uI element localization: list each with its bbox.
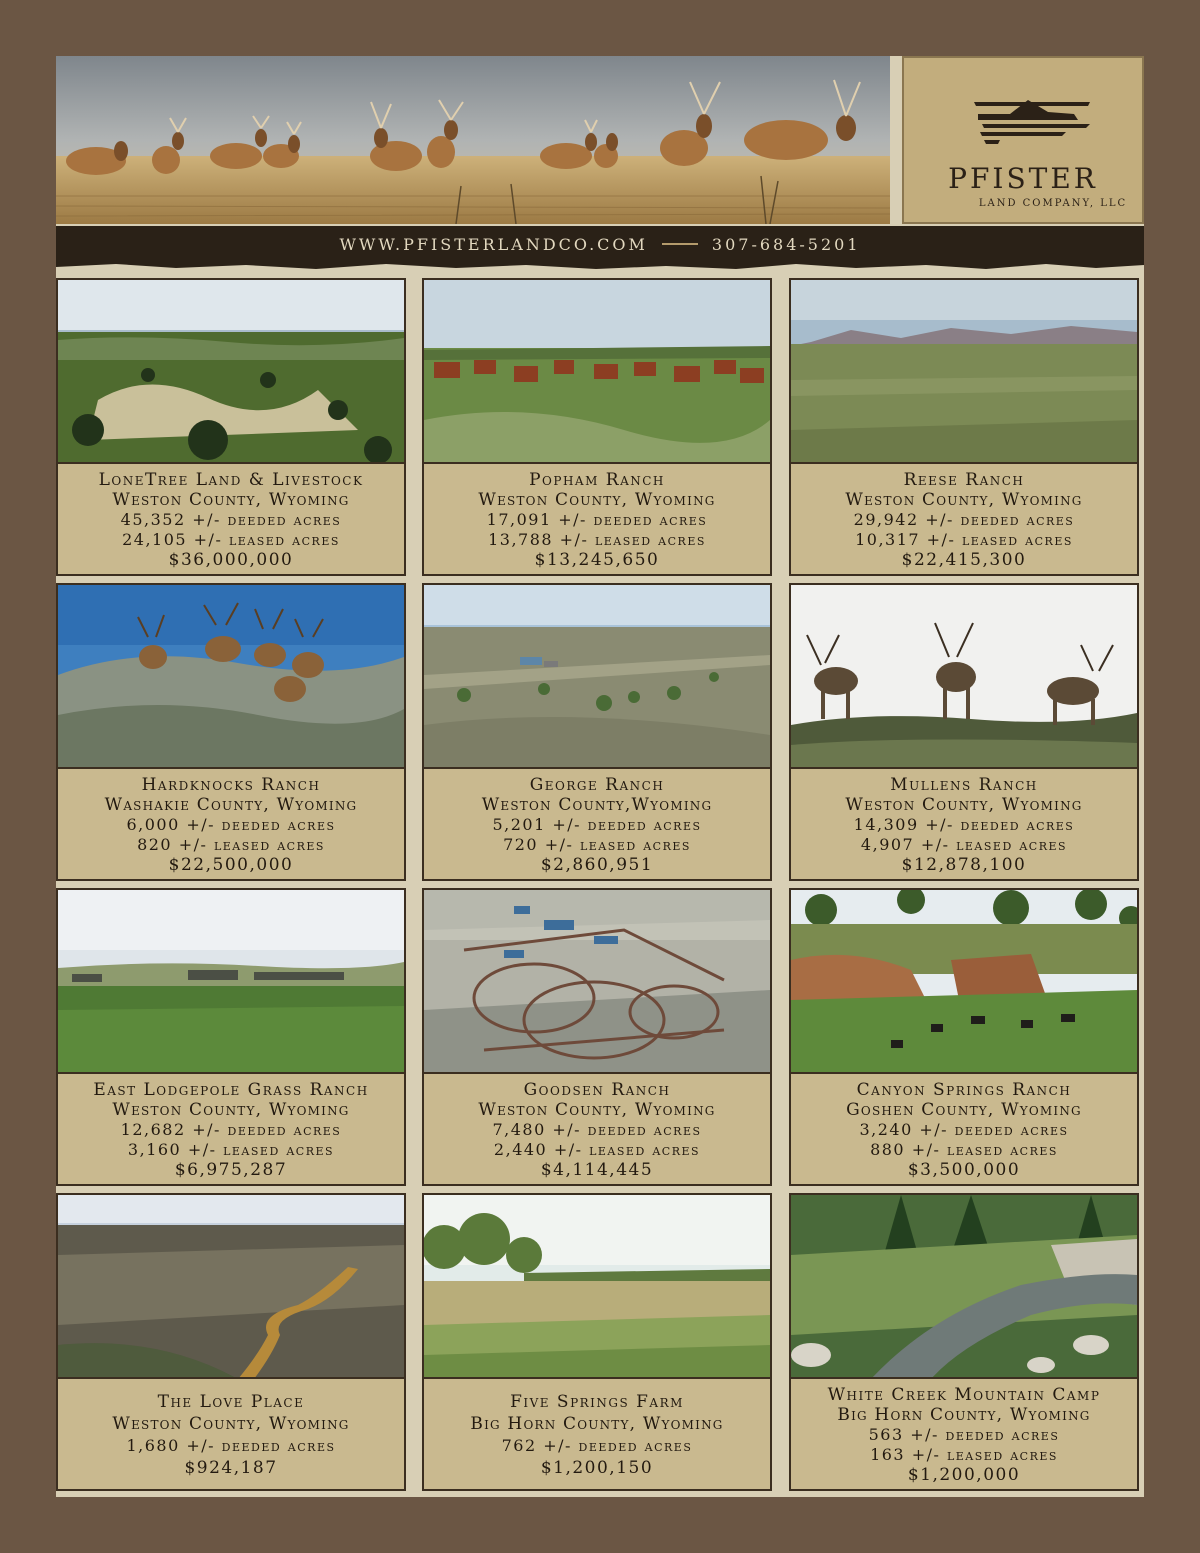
listing-photo[interactable]	[791, 1195, 1137, 1379]
listing-card[interactable]	[422, 1193, 772, 1491]
listing-card[interactable]	[422, 888, 772, 1186]
listing-price: $13,245,650	[534, 550, 660, 570]
listing-price: $1,200,000	[907, 1465, 1021, 1485]
listing-photo[interactable]	[58, 890, 404, 1074]
listing-name: Popham Ranch	[529, 470, 665, 490]
leased-acres: 720 +/- leased acres	[503, 835, 691, 854]
listing-name: George Ranch	[529, 775, 665, 795]
contact-bar	[56, 226, 1144, 262]
listing-card[interactable]	[56, 888, 406, 1186]
listing-county: Weston County, Wyoming	[845, 795, 1083, 815]
leased-acres: 4,907 +/- leased acres	[860, 835, 1068, 854]
listing-details	[424, 1391, 770, 1479]
listing-name: The Love Place	[157, 1392, 305, 1412]
listing-name: Canyon Springs Ranch	[856, 1080, 1072, 1100]
leased-acres: 880 +/- leased acres	[870, 1140, 1058, 1159]
listing-name: East Lodgepole Grass Ranch	[93, 1080, 369, 1100]
logo-subtitle: LAND COMPANY, LLC	[978, 198, 1128, 209]
mountain-logo-icon	[970, 94, 1094, 150]
listing-card[interactable]	[789, 888, 1139, 1186]
deeded-acres: 7,480 +/- deeded acres	[492, 1120, 702, 1139]
listing-card[interactable]	[56, 1193, 406, 1491]
deeded-acres: 17,091 +/- deeded acres	[486, 510, 708, 529]
listing-name: Goodsen Ranch	[523, 1080, 671, 1100]
listing-card[interactable]	[789, 583, 1139, 881]
torn-edge-divider	[56, 261, 1144, 271]
listing-card[interactable]	[789, 1193, 1139, 1491]
listing-price: $2,860,951	[540, 855, 654, 875]
logo-name: PFISTER	[948, 162, 1098, 195]
leased-acres: 3,160 +/- leased acres	[127, 1140, 335, 1159]
leased-acres: 163 +/- leased acres	[870, 1445, 1058, 1464]
listing-photo[interactable]	[424, 890, 770, 1074]
listing-photo[interactable]	[58, 585, 404, 769]
leased-acres: 24,105 +/- leased acres	[122, 530, 340, 549]
listing-card[interactable]	[56, 583, 406, 881]
listing-details	[58, 775, 404, 875]
listing-name: Mullens Ranch	[890, 775, 1038, 795]
listing-card[interactable]	[422, 278, 772, 576]
listing-name: Five Springs Farm	[510, 1392, 684, 1412]
deeded-acres: 6,000 +/- deeded acres	[126, 815, 336, 834]
listing-details	[58, 1080, 404, 1180]
phone-number[interactable]: 307-684-5201	[711, 234, 861, 254]
listing-details	[424, 775, 770, 875]
listing-price: $4,114,445	[540, 1160, 654, 1180]
listing-price: $6,975,287	[174, 1160, 288, 1180]
deeded-acres: 29,942 +/- deeded acres	[853, 510, 1075, 529]
brochure-page	[56, 56, 1144, 1497]
listing-photo[interactable]	[791, 280, 1137, 464]
listing-price: $22,500,000	[168, 855, 294, 875]
listing-name: Hardknocks Ranch	[141, 775, 321, 795]
listing-price: $924,187	[184, 1458, 278, 1478]
listing-county: Weston County, Wyoming	[112, 1414, 350, 1434]
listing-details	[791, 1080, 1137, 1180]
listing-name: LoneTree Land & Livestock	[98, 470, 364, 490]
listing-county: Weston County, Wyoming	[845, 490, 1083, 510]
hero-elk-photo	[56, 56, 890, 224]
listing-photo[interactable]	[58, 280, 404, 464]
listing-details	[424, 1080, 770, 1180]
leased-acres: 820 +/- leased acres	[137, 835, 325, 854]
listing-county: Washakie County, Wyoming	[104, 795, 358, 815]
listing-details	[791, 1385, 1137, 1485]
listing-details	[791, 470, 1137, 570]
leased-acres: 13,788 +/- leased acres	[488, 530, 706, 549]
listing-photo[interactable]	[424, 585, 770, 769]
listing-photo[interactable]	[791, 585, 1137, 769]
deeded-acres: 3,240 +/- deeded acres	[859, 1120, 1069, 1139]
deeded-acres: 45,352 +/- deeded acres	[120, 510, 342, 529]
listing-details	[58, 470, 404, 570]
leased-acres: 2,440 +/- leased acres	[493, 1140, 701, 1159]
listing-county: Big Horn County, Wyoming	[837, 1405, 1091, 1425]
listing-price: $36,000,000	[168, 550, 294, 570]
listing-price: $12,878,100	[901, 855, 1027, 875]
listing-price: $1,200,150	[540, 1458, 654, 1478]
company-logo	[902, 56, 1144, 224]
deeded-acres: 762 +/- deeded acres	[501, 1436, 693, 1455]
listing-county: Weston County, Wyoming	[478, 490, 716, 510]
listing-county: Weston County,Wyoming	[481, 795, 713, 815]
deeded-acres: 12,682 +/- deeded acres	[120, 1120, 342, 1139]
listing-card[interactable]	[789, 278, 1139, 576]
listing-card[interactable]	[56, 278, 406, 576]
listing-county: Goshen County, Wyoming	[846, 1100, 1082, 1120]
listing-county: Weston County, Wyoming	[112, 490, 350, 510]
deeded-acres: 563 +/- deeded acres	[868, 1425, 1060, 1444]
listing-photo[interactable]	[424, 280, 770, 464]
listing-name: White Creek Mountain Camp	[827, 1385, 1101, 1405]
listing-details	[58, 1391, 404, 1479]
listing-details	[424, 470, 770, 570]
website-link[interactable]: WWW.PFISTERLANDCO.COM	[339, 234, 648, 254]
listing-county: Weston County, Wyoming	[112, 1100, 350, 1120]
deeded-acres: 14,309 +/- deeded acres	[853, 815, 1075, 834]
listing-price: $22,415,300	[901, 550, 1027, 570]
divider-ornament-icon	[662, 243, 698, 245]
listing-card[interactable]	[422, 583, 772, 881]
listing-county: Big Horn County, Wyoming	[470, 1414, 724, 1434]
listing-photo[interactable]	[791, 890, 1137, 1074]
listing-details	[791, 775, 1137, 875]
listing-price: $3,500,000	[907, 1160, 1021, 1180]
leased-acres: 10,317 +/- leased acres	[855, 530, 1073, 549]
listing-county: Weston County, Wyoming	[478, 1100, 716, 1120]
deeded-acres: 1,680 +/- deeded acres	[126, 1436, 336, 1455]
listing-name: Reese Ranch	[903, 470, 1025, 490]
deeded-acres: 5,201 +/- deeded acres	[492, 815, 702, 834]
listing-photo[interactable]	[58, 1195, 404, 1379]
listing-photo[interactable]	[424, 1195, 770, 1379]
